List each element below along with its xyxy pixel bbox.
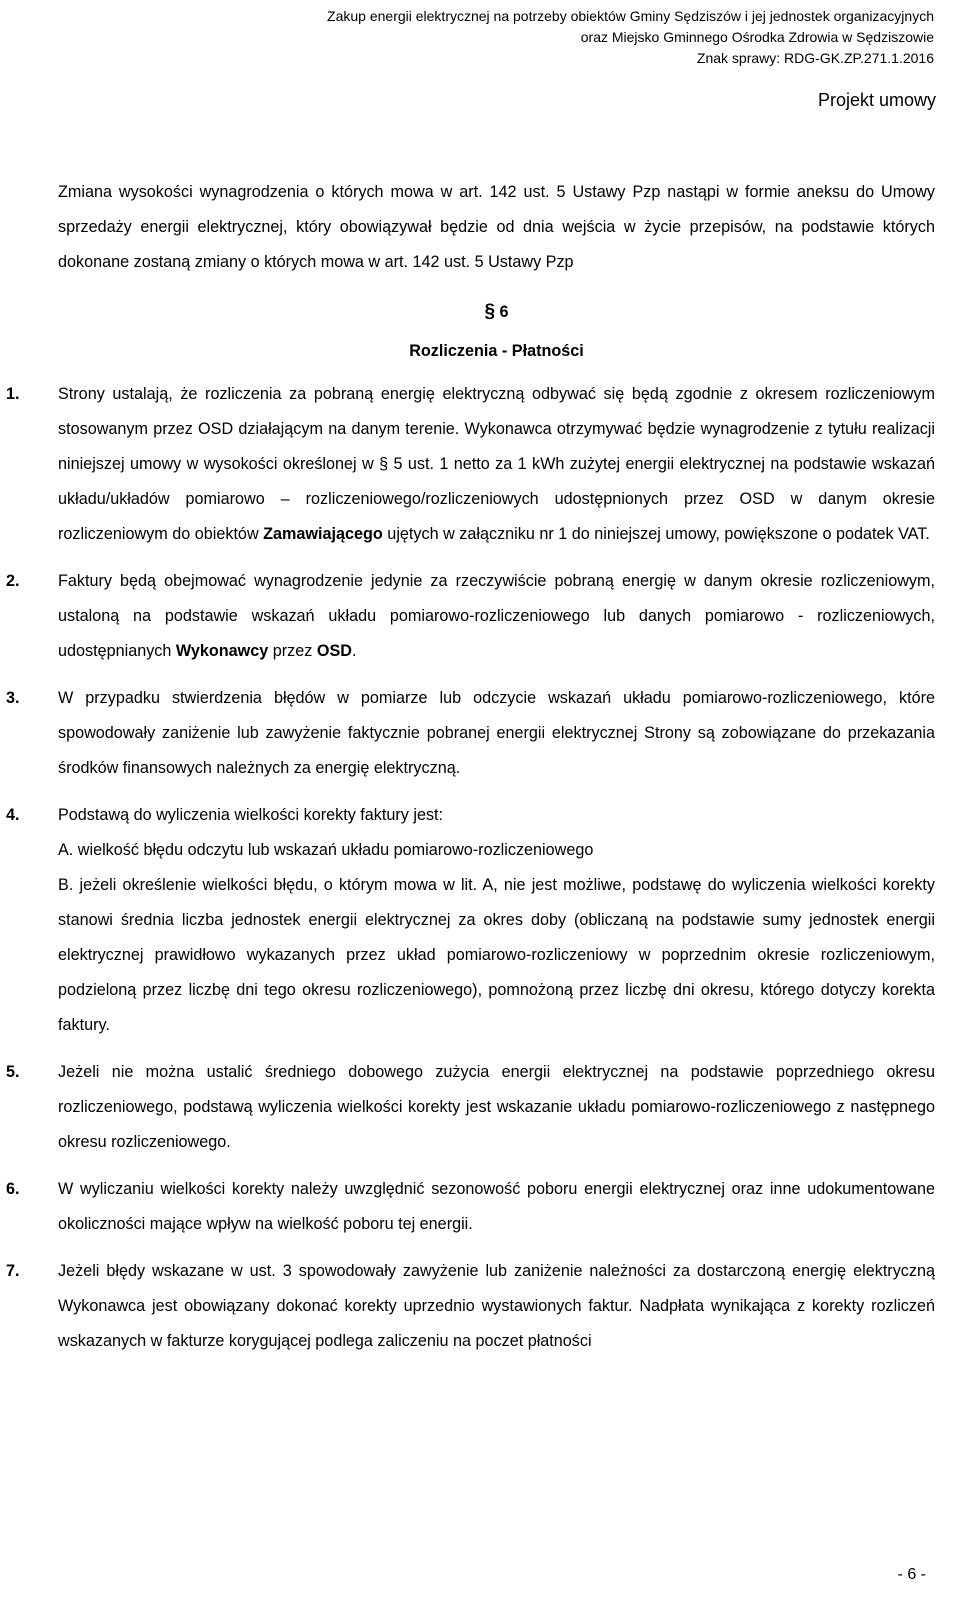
section-symbol-inline: § xyxy=(379,455,389,473)
page-number: - 6 - xyxy=(897,1566,926,1583)
clause-text: ujętych w załączniku nr 1 do niniejszej umowy, powiększone o podatek VAT. xyxy=(382,525,930,543)
clause-text: W wyliczaniu wielkości korekty należy uwzględnić sezonowość poboru energii elektrycznej oraz inne udokumentowane okoliczności mające wpływ na wielkość poboru tej energii. xyxy=(58,1180,935,1233)
clause-number: 1. xyxy=(6,385,20,403)
clause-text: W przypadku stwierdzenia błędów w pomiarze lub odczycie wskazań układu pomiarowo-rozliczeniowego, które spowodowały zaniżenie lub zawyżenie faktycznie pobranej energii elektrycznej Strony są zobowiązane do przekazania środków finansowych należnych za energię elektryczną. xyxy=(58,689,935,777)
section-heading xyxy=(58,294,935,330)
clause-item-5 xyxy=(6,1055,935,1160)
clause-item-2 xyxy=(6,564,935,669)
header-case-number: Znak sprawy: RDG-GK.ZP.271.1.2016 xyxy=(696,50,934,66)
section-title: Rozliczenia - Płatności xyxy=(409,342,584,360)
clause-emphasis: OSD xyxy=(316,642,352,660)
clause-number: 4. xyxy=(6,806,20,824)
clause-list xyxy=(6,377,935,1359)
clause-item-7 xyxy=(6,1254,935,1359)
clause-text: Jeżeli błędy wskazane w ust. 3 spowodowały zawyżenie lub zaniżenie należności za dostarczoną energię elektryczną Wykonawca jest obowiązany dokonać korekty uprzednio wystawionych faktur. Nadpłata wynikająca z korekty rozliczeń wskazanych w fakturze korygującej podlega zaliczeniu na poczet płatności xyxy=(58,1262,935,1350)
header-title-line-2: oraz Miejsko Gminnego Ośrodka Zdrowia w Sędziszowie xyxy=(580,29,934,45)
document-body xyxy=(6,175,935,1371)
clause-number: 2. xyxy=(6,572,20,590)
clause-text: Strony ustalają, że rozliczenia za pobraną energię elektryczną odbywać się będą zgodnie z okresem rozliczeniowym stosowanym przez OSD działającym na danym terenie. Wykonawca otrzymywać będzie wynagrodzenie z tytułu realizacji niniejszej umowy w wysokości określonej w xyxy=(58,385,935,473)
clause-item-1 xyxy=(6,377,935,552)
section-symbol: § xyxy=(484,301,496,322)
clause-text: przez xyxy=(268,642,317,660)
document-type: Projekt umowy xyxy=(817,90,936,110)
clause-text: Podstawą do wyliczenia wielkości korekty faktury jest: xyxy=(58,806,444,824)
clause-number: 3. xyxy=(6,689,20,707)
header-title-line-1: Zakup energii elektrycznej na potrzeby obiektów Gminy Sędziszów i jej jednostek organizacyjnych xyxy=(327,8,934,24)
sub-item-a: A. wielkość błędu odczytu lub wskazań układu pomiarowo-rozliczeniowego xyxy=(58,841,594,859)
intro-paragraph: Zmiana wysokości wynagrodzenia o których mowa w art. 142 ust. 5 Ustawy Pzp nastąpi w formie aneksu do Umowy sprzedaży energii elektrycznej, który obowiązywał będzie od dnia wejścia w życie przepisów, na podstawie których dokonane zostaną zmiany o których mowa w art. 142 ust. 5 Ustawy Pzp xyxy=(58,183,935,271)
clause-text: Jeżeli nie można ustalić średniego dobowego zużycia energii elektrycznej na podstawie poprzedniego okresu rozliczeniowego, podstawą wyliczenia wielkości korekty jest wskazanie układu pomiarowo-rozliczeniowego z następnego okresu rozliczeniowego. xyxy=(58,1063,935,1151)
clause-text: . xyxy=(351,642,357,660)
document-header xyxy=(327,6,934,69)
clause-text: 5 ust. 1 netto za 1 kWh zużytej energii elektrycznej na podstawie wskazań układu/układów pomiarowo – rozliczeniowego/rozliczeniowych udostępnionych przez OSD w danym okresie rozliczeniowym do obiektów xyxy=(58,455,935,543)
clause-number: 5. xyxy=(6,1063,20,1081)
clause-number: 6. xyxy=(6,1180,20,1198)
clause-emphasis: Wykonawcy xyxy=(175,642,269,660)
sub-item-b: B. jeżeli określenie wielkości błędu, o którym mowa w lit. A, nie jest możliwe, podstawę do wyliczenia wielkości korekty stanowi średnia liczba jednostek energii elektrycznej za okres doby (obliczaną na podstawie sumy jednostek energii elektrycznej prawidłowo wykazanych przez układ pomiarowo-rozliczeniowy w poprzednim okresie rozliczeniowym, podzieloną przez liczbę dni tego okresu rozliczeniowego), pomnożoną przez liczbę dni okresu, którego dotyczy korekta faktury. xyxy=(58,876,935,1034)
clause-text: Faktury będą obejmować wynagrodzenie jedynie za rzeczywiście pobraną energię w danym okresie rozliczeniowym, ustaloną na podstawie wskazań układu pomiarowo-rozliczeniowego lub danych pomiarowo - rozliczeniowych, udostępnianych xyxy=(58,572,935,660)
clause-number: 7. xyxy=(6,1262,20,1280)
clause-emphasis: Zamawiającego xyxy=(263,525,383,543)
clause-item-6 xyxy=(6,1172,935,1242)
clause-item-3 xyxy=(6,681,935,786)
section-number: 6 xyxy=(499,303,509,321)
clause-item-4 xyxy=(6,798,935,1043)
